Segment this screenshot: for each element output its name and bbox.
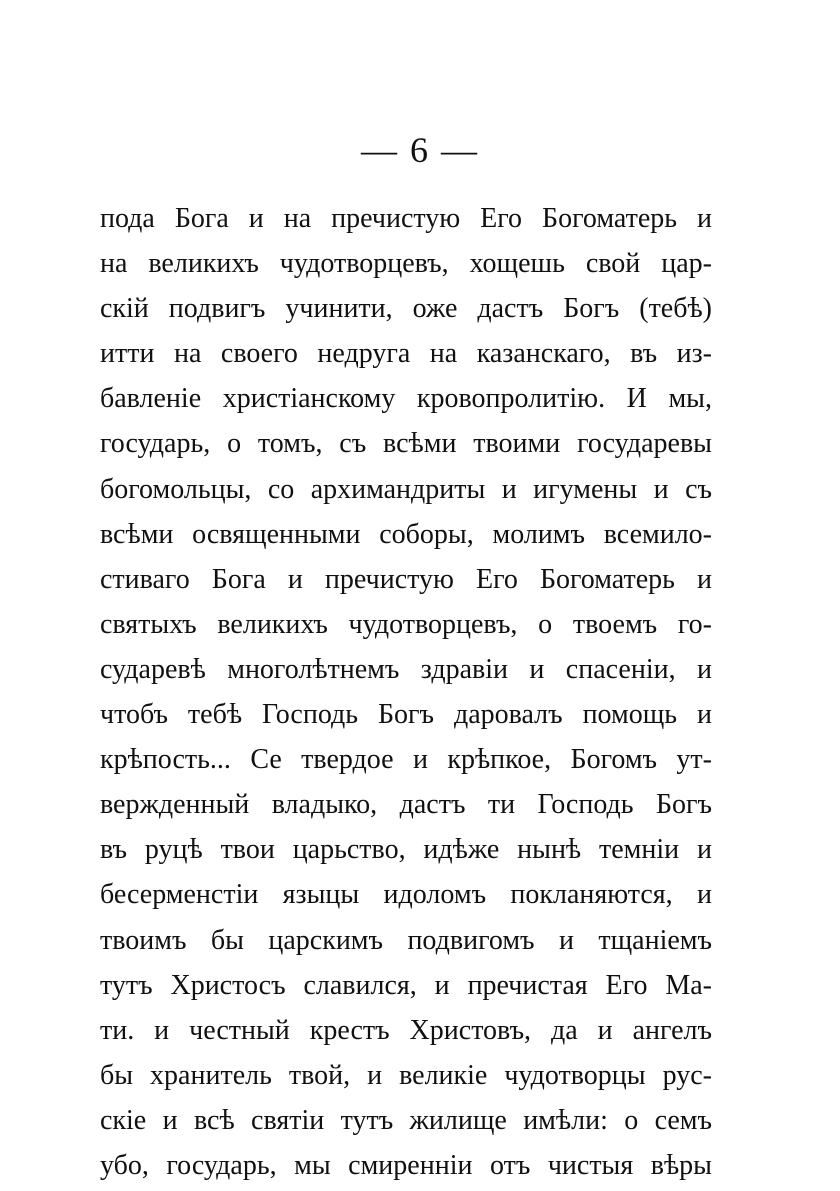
- text-line: убо, государь, мы смиренніи отъ чистыя вѣры: [100, 1149, 712, 1181]
- text-line: скій подвигъ учинити, оже дастъ Богъ (тебѣ): [100, 293, 712, 325]
- text-line: итти на своего недруга на казанскаго, въ из-: [100, 338, 712, 370]
- text-line: бесерменстіи языцы идоломъ покланяются, и: [100, 879, 712, 911]
- text-line: пода Бога и на пречистую Его Богоматерь и: [100, 203, 712, 234]
- text-line: тутъ Христосъ славился, и пречистая Его Ма-: [100, 969, 712, 1001]
- text-line: святыхъ великихъ чудотворцевъ, о твоемъ го-: [100, 608, 712, 640]
- text-line: скіе и всѣ святіи тутъ жилище имѣли: о семъ: [100, 1104, 712, 1136]
- text-line: въ руцѣ твои царьство, идѣже нынѣ темніи и: [100, 834, 712, 866]
- text-line: бы хранитель твой, и великіе чудотворцы рус-: [100, 1059, 712, 1091]
- text-line: ти. и честный крестъ Христовъ, да и ангелъ: [100, 1014, 712, 1046]
- text-line: чтобъ тебѣ Господь Богъ даровалъ помощь и: [100, 699, 712, 731]
- text-line: богомольцы, со архимандриты и игумены и съ: [100, 473, 712, 505]
- body-text: [100, 196, 712, 1188]
- text-line: сударевѣ многолѣтнемъ здравіи и спасеніи, и: [100, 653, 712, 685]
- text-line: всѣми освященными соборы, молимъ всемило-: [100, 518, 712, 550]
- page-number: — 6 —: [361, 130, 479, 170]
- text-line: крѣпость... Се твердое и крѣпкое, Богомъ ут-: [100, 744, 712, 776]
- text-line: государь, о томъ, съ всѣми твоими государевы: [100, 428, 712, 460]
- text-line: стиваго Бога и пречистую Его Богоматерь и: [100, 563, 712, 595]
- text-line: на великихъ чудотворцевъ, хощешь свой цар-: [100, 248, 712, 280]
- text-line: бавленіе христіанскому кровопролитію. И мы,: [100, 383, 712, 415]
- text-line: твоимъ бы царскимъ подвигомъ и тщаніемъ: [100, 924, 712, 956]
- text-line: вержденный владыко, дастъ ти Господь Богъ: [100, 789, 712, 821]
